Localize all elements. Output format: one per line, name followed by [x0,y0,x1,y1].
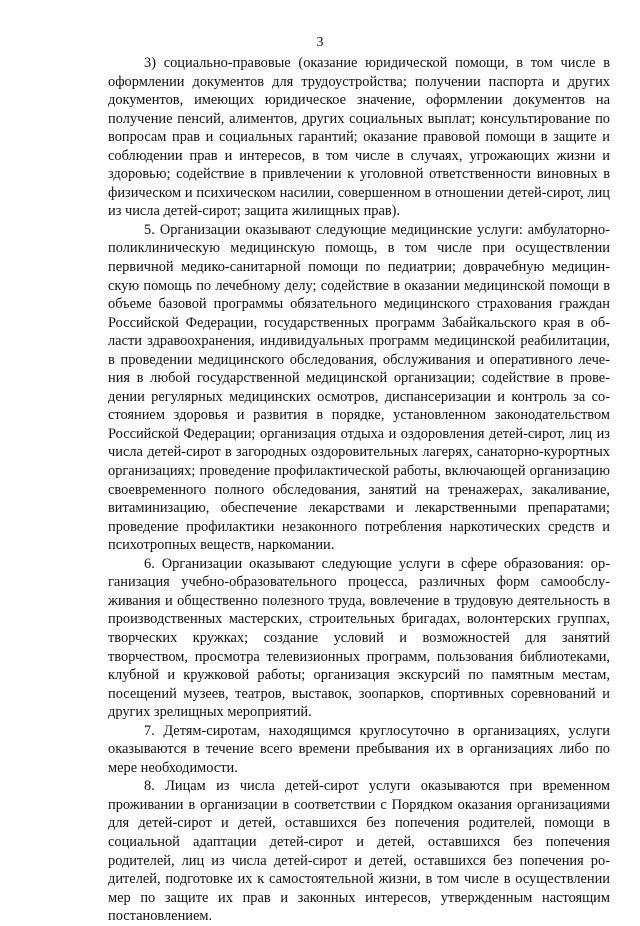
paragraph-temporary-residence-services: 8. Лицам из числа детей-сирот услуги оказываются при временном проживании в организации в соответствии с Порядком оказания организациями для детей-сирот и детей, оставшихся без попечения родителей, помощи в социальной адаптации детей-сирот и детей, оставшихся без попечения родителей, лиц из числа детей-сирот и детей, оставшихся без попечения родителей, подготовке их к самостоятельной жизни, в том числе в осуществлении мер по защите их прав и законных интересов, утвержденным настоящим постановлением. [108,778,610,925]
paragraph-round-the-clock-services: 7. Детям-сиротам, находящимся круглосуточно в организациях, услуги оказываются в течение всего времени пребывания их в организациях либо по мере необходимости. [108,722,610,776]
paragraph-medical-services: 5. Организации оказывают следующие медицинские услуги: амбулаторно-поликлиническую медицинскую помощь, в том числе при осуществлении первичной медико-санитарной помощи по педиатрии; доврачебную медицинскую помощь по лечебному делу; содействие в оказании медицинской помощи в объеме базовой программы обязательного медицинского страхования граждан Российской Федерации, государственных программ Забайкальского края в области здравоохранения, индивидуальных программ медицинской реабилитации, в проведении медицинского обследования, обслуживания и оперативного лечения в любой государственной медицинской организации; содействие в проведении регулярных медицинских осмотров, диспансеризации и контроль за состоянием здоровья и развития в порядке, установленном законодательством Российской Федерации; организация отдыха и оздоровления детей-сирот, лиц из числа детей-сирот в загородных оздоровительных лагерях, санаторно-курортных организациях; проведение профилактической работы, включающей организацию своевременного полного обследования, занятий на тренажерах, закаливание, витаминизацию, обеспечение лекарствами и лекарственными препаратами; проведение профилактики незаконного потребления наркотических средств и психотропных веществ, наркомании. [108,221,610,554]
page-number: 3 [316,35,324,50]
document-body [108,54,610,926]
paragraph-social-legal-services: 3) социально-правовые (оказание юридической помощи, в том числе в оформлении документов для трудоустройства; получении паспорта и других документов, имеющих юридическое значение, оформлении документов на получение пенсий, алиментов, других социальных выплат; консультирование по вопросам прав и социальных гарантий; оказание правовой помощи в защите и соблюдении прав и интересов, в том числе в случаях, угрожающих жизни и здоровью; содействие в привлечении к уголовной ответственности виновных в физическом и психическом насилии, совершенном в отношении детей-сирот, лиц из числа детей-сирот; защита жилищных прав). [108,55,610,220]
paragraph-education-services: 6. Организации оказывают следующие услуги в сфере образования: организация учебно-образовательного процесса, различных форм самообслуживания и общественно полезного труда, вовлечение в трудовую деятельность в производственных мастерских, строительных бригадах, волонтерских группах, творческих кружках; создание условий и возможностей для занятий творчеством, просмотра телевизионных программ, пользования библиотеками, клубной и кружковой работы; организация экскурсий по памятным местам, посещений музеев, театров, выставок, зоопарков, спортивных соревнований и других зрелищных мероприятий. [108,555,610,721]
